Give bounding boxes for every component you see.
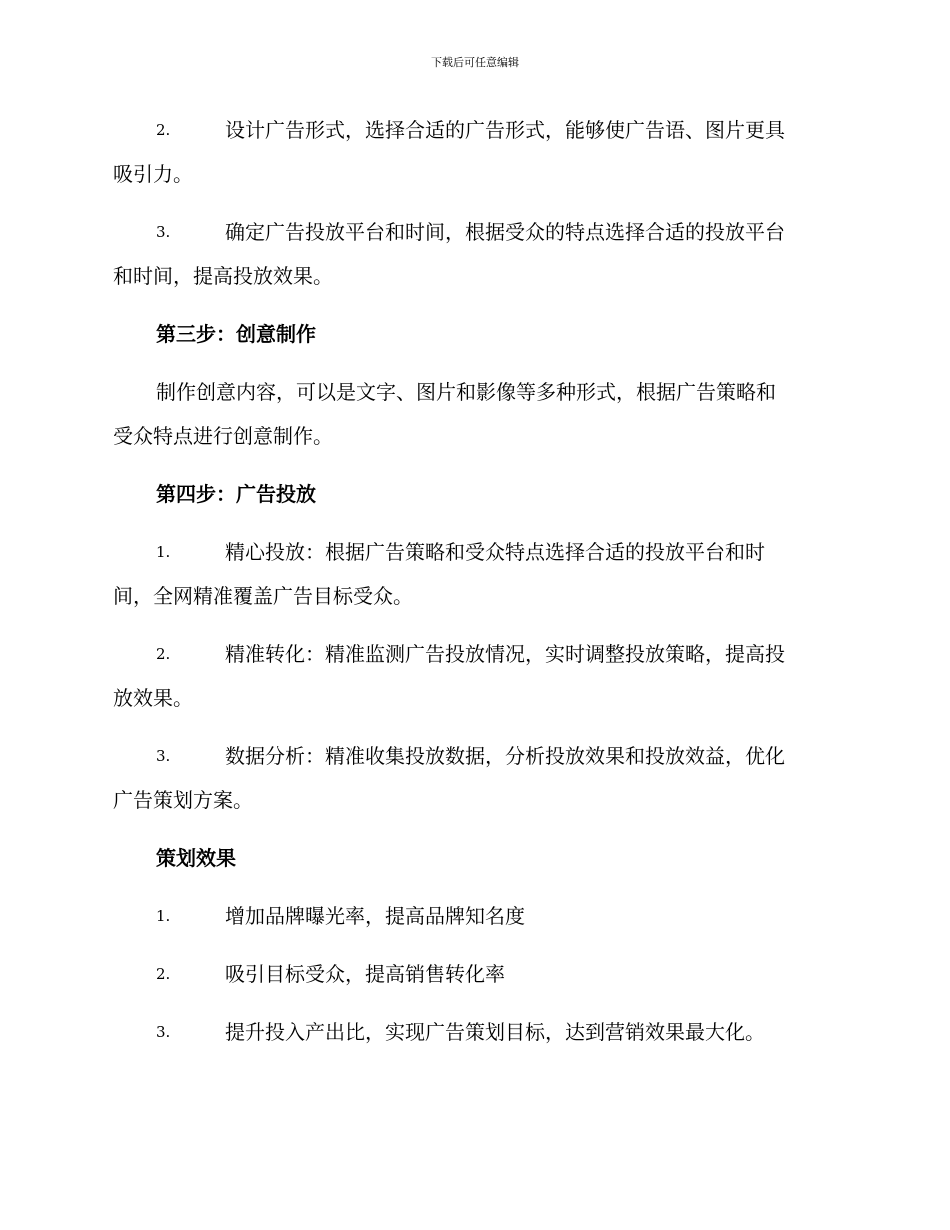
list-text: 确定广告投放平台和时间，根据受众的特点选择合适的投放平台 — [225, 220, 785, 244]
paragraph-line: 受众特点进行创意制作。 — [113, 424, 333, 448]
list-item — [113, 108, 833, 196]
list-number: 2. — [156, 645, 171, 663]
list-text: 精准转化：精准监测广告投放情况，实时调整投放策略，提高投 — [225, 642, 785, 666]
list-item — [113, 952, 833, 996]
list-text-continued: 间，全网精准覆盖广告目标受众。 — [113, 584, 413, 608]
list-item — [113, 734, 833, 822]
list-text-continued: 吸引力。 — [113, 162, 193, 186]
list-number: 1. — [156, 907, 171, 925]
list-number: 3. — [156, 1023, 171, 1041]
section-heading: 第四步：广告投放 — [156, 482, 316, 506]
list-number: 3. — [156, 747, 171, 765]
list-item — [113, 210, 833, 298]
page-header: 下载后可任意编辑 — [431, 56, 519, 69]
paragraph-line: 制作创意内容，可以是文字、图片和影像等多种形式，根据广告策略和 — [156, 380, 776, 404]
list-number: 2. — [156, 965, 171, 983]
list-number: 2. — [156, 121, 171, 139]
list-number: 1. — [156, 543, 171, 561]
paragraph — [113, 370, 833, 458]
list-text-continued: 广告策划方案。 — [113, 788, 253, 812]
list-item — [113, 1010, 833, 1054]
list-item — [113, 530, 833, 618]
list-text: 设计广告形式，选择合适的广告形式，能够使广告语、图片更具 — [225, 118, 785, 142]
document-body — [113, 108, 833, 1054]
section-heading: 策划效果 — [156, 846, 236, 870]
section-heading: 第三步：创意制作 — [156, 322, 316, 346]
list-text: 数据分析：精准收集投放数据，分析投放效果和投放效益，优化 — [225, 744, 785, 768]
list-text: 吸引目标受众，提高销售转化率 — [225, 962, 505, 986]
list-item — [113, 894, 833, 938]
list-text: 精心投放：根据广告策略和受众特点选择合适的投放平台和时 — [225, 540, 765, 564]
list-text-continued: 放效果。 — [113, 686, 193, 710]
list-number: 3. — [156, 223, 171, 241]
list-item — [113, 632, 833, 720]
list-text: 提升投入产出比，实现广告策划目标，达到营销效果最大化。 — [225, 1020, 765, 1044]
list-text-continued: 和时间，提高投放效果。 — [113, 264, 333, 288]
list-text: 增加品牌曝光率，提高品牌知名度 — [225, 904, 525, 928]
